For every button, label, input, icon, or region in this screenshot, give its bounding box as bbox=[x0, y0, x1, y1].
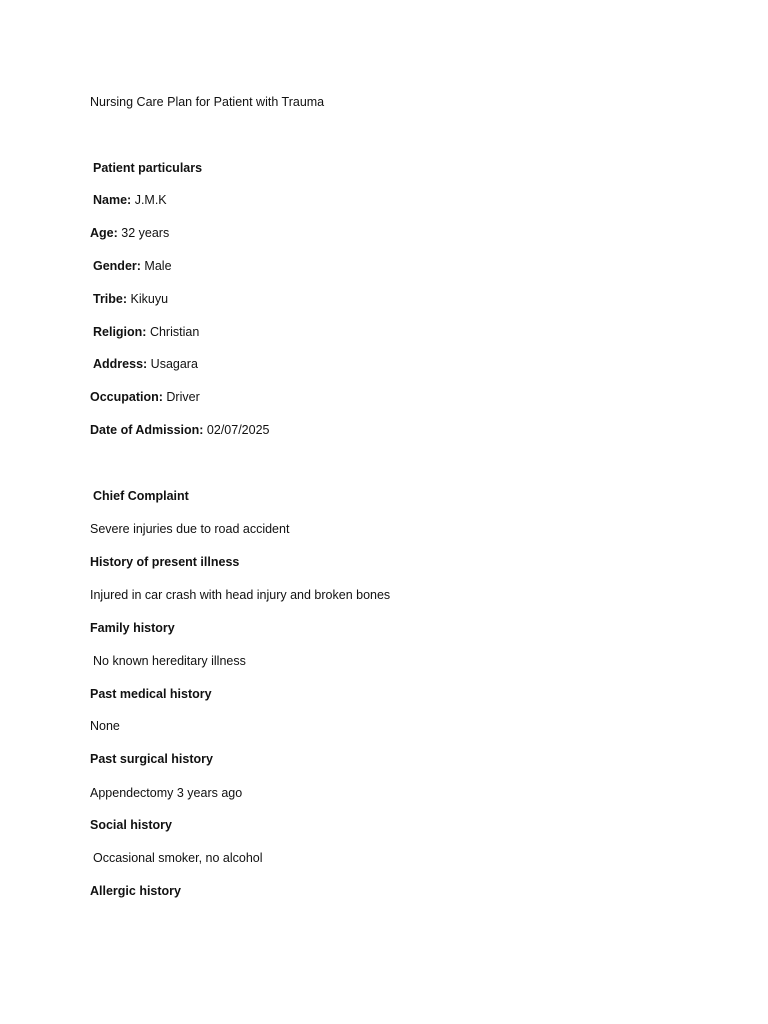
age-row bbox=[90, 225, 169, 241]
religion-value: Christian bbox=[149, 325, 200, 339]
social-history-heading: Social history bbox=[90, 818, 172, 832]
religion-row bbox=[93, 324, 199, 340]
gender-label: Gender: bbox=[93, 259, 141, 273]
religion-label: Religion: bbox=[93, 325, 147, 339]
admission-value: 02/07/2025 bbox=[206, 423, 270, 437]
address-value: Usagara bbox=[150, 357, 198, 371]
family-history-text: No known hereditary illness bbox=[93, 654, 246, 668]
past-surgical-text: Appendectomy 3 years ago bbox=[90, 786, 243, 800]
document-title: Nursing Care Plan for Patient with Trauma bbox=[90, 95, 325, 109]
tribe-label: Tribe: bbox=[93, 292, 128, 306]
address-row bbox=[93, 356, 198, 372]
chief-complaint-heading: Chief Complaint bbox=[93, 489, 189, 503]
present-illness-heading: History of present illness bbox=[90, 555, 240, 569]
past-surgical-heading: Past surgical history bbox=[90, 752, 213, 766]
family-history-heading: Family history bbox=[90, 621, 175, 635]
name-label: Name: bbox=[93, 193, 132, 207]
age-label: Age: bbox=[90, 226, 118, 240]
occupation-label: Occupation: bbox=[90, 390, 163, 404]
name-row bbox=[93, 192, 167, 208]
chief-complaint-text: Severe injuries due to road accident bbox=[90, 522, 290, 536]
gender-row bbox=[93, 258, 172, 274]
tribe-value: Kikuyu bbox=[130, 292, 169, 306]
patient-particulars-heading: Patient particulars bbox=[93, 161, 203, 175]
admission-row bbox=[90, 422, 269, 438]
name-value: J.M.K bbox=[134, 193, 167, 207]
occupation-row bbox=[90, 389, 200, 405]
age-value: 32 years bbox=[121, 226, 170, 240]
social-history-text: Occasional smoker, no alcohol bbox=[93, 851, 263, 865]
tribe-row bbox=[93, 291, 168, 307]
admission-label: Date of Admission: bbox=[90, 423, 204, 437]
allergic-history-heading: Allergic history bbox=[90, 884, 181, 898]
past-medical-heading: Past medical history bbox=[90, 687, 212, 701]
present-illness-text: Injured in car crash with head injury and broken bones bbox=[90, 588, 391, 602]
occupation-value: Driver bbox=[166, 390, 200, 404]
gender-value: Male bbox=[144, 259, 172, 273]
past-medical-text: None bbox=[90, 719, 120, 733]
address-label: Address: bbox=[93, 357, 148, 371]
